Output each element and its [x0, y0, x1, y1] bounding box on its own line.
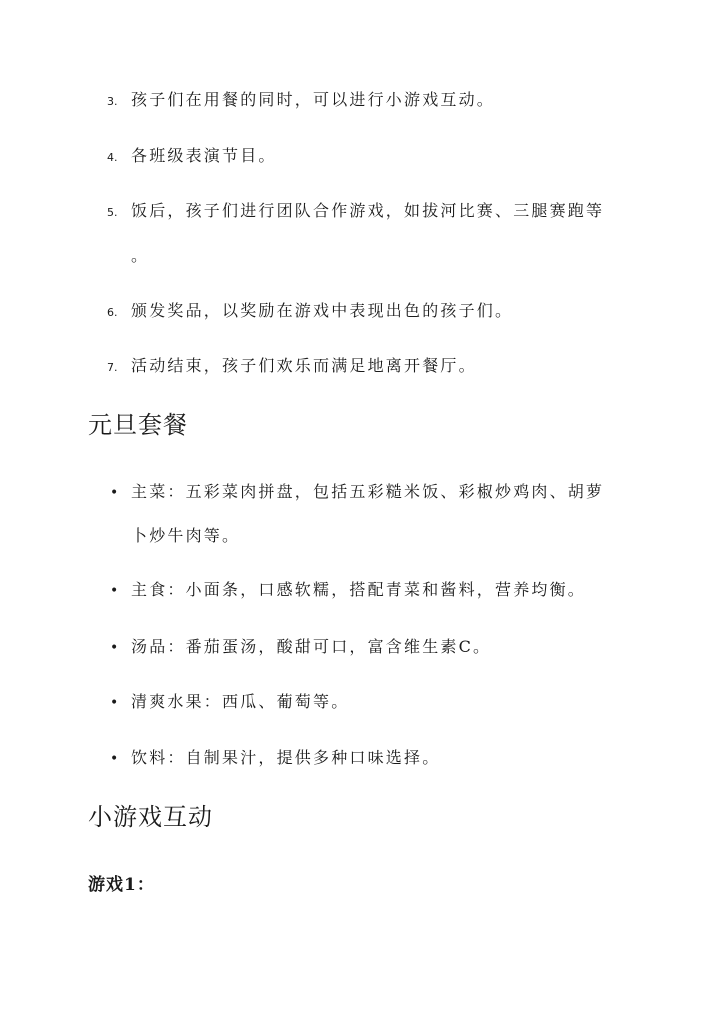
list-item-step-6 [107, 301, 513, 323]
list-number: 3. [107, 95, 118, 108]
list-item-text: 孩子们在用餐的同时，可以进行小游戏互动。 [131, 90, 496, 109]
list-item-text: 各班级表演节目。 [131, 146, 277, 165]
bullet-item-drinks [107, 748, 440, 769]
list-item-text: 活动结束，孩子们欢乐而满足地离开餐厅。 [131, 356, 477, 375]
bullet-item-text: 清爽水果：西瓜、葡萄等。 [131, 692, 350, 711]
section-heading-menu: 元旦套餐 [88, 411, 188, 439]
list-number: 5. [107, 206, 118, 219]
list-item-step-4 [107, 146, 277, 168]
list-item-text: 饭后，孩子们进行团队合作游戏，如拔河比赛、三腿赛跑等 [131, 201, 605, 220]
list-item-text: 颁发奖品，以奖励在游戏中表现出色的孩子们。 [131, 301, 514, 320]
list-item-continuation: 。 [131, 246, 150, 265]
bullet-icon: • [110, 583, 119, 599]
bullet-icon: • [110, 640, 119, 656]
list-number: 7. [107, 361, 118, 374]
section-heading-games: 小游戏互动 [88, 803, 213, 831]
bullet-item-text: 主食：小面条，口感软糯，搭配青菜和酱料，营养均衡。 [131, 580, 587, 599]
list-number: 4. [107, 151, 118, 164]
bullet-item-text: 饮料：自制果汁，提供多种口味选择。 [131, 748, 441, 767]
bullet-item-continuation: 卜炒牛肉等。 [131, 526, 241, 545]
bullet-icon: • [110, 485, 119, 501]
subsection-heading-game-1: 游戏1： [88, 875, 155, 895]
list-number: 6. [107, 306, 118, 319]
bullet-icon: • [110, 751, 119, 767]
list-item-step-5 [107, 201, 604, 223]
bullet-item-staple [107, 580, 586, 601]
list-item-step-3 [107, 90, 495, 112]
bullet-item-soup [107, 637, 491, 658]
bullet-item-fruit [107, 692, 349, 713]
bullet-item-main-dish [107, 482, 604, 503]
bullet-item-text: 主菜：五彩菜肉拼盘，包括五彩糙米饭、彩椒炒鸡肉、胡萝 [131, 482, 605, 501]
list-item-step-7 [107, 356, 477, 378]
bullet-item-text: 汤品：番茄蛋汤，酸甜可口，富含维生素C。 [131, 637, 492, 656]
bullet-icon: • [110, 695, 119, 711]
